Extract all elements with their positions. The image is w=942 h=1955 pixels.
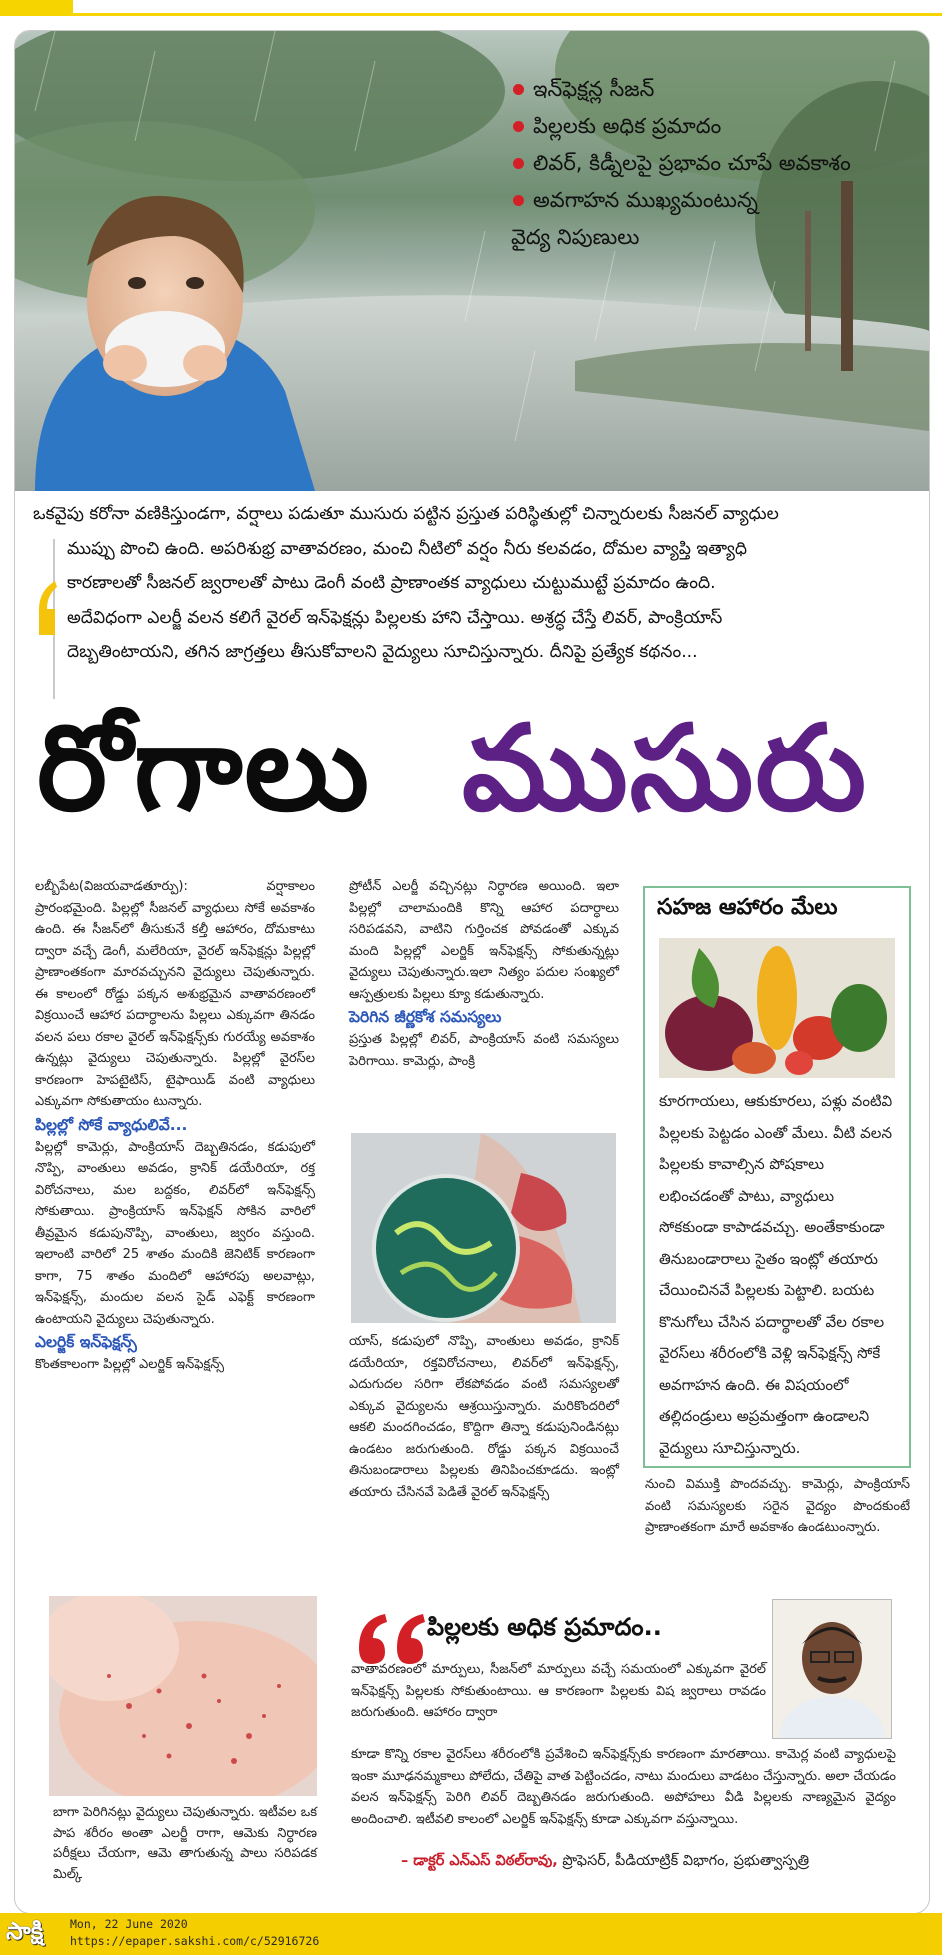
red-bullet-icon xyxy=(513,121,524,132)
top-bar xyxy=(0,0,942,16)
column-1-continued xyxy=(53,1803,317,1885)
highlight-item: లివర్, కిడ్నీలపై ప్రభావం చూపే అవకాశం xyxy=(511,145,911,182)
digestive-system-illustration xyxy=(351,1133,616,1323)
highlights-list xyxy=(511,71,911,256)
paragraph: ప్రస్తుత పిల్లల్లో లివర్, పాంక్రియాస్ వంటి సమస్యలు పెరిగాయి. కామెర్లు, పాంక్రి xyxy=(349,1032,619,1069)
edition-date: Mon, 22 June 2020 xyxy=(70,1917,188,1931)
red-bullet-icon xyxy=(513,195,524,206)
paragraph: కొంతకాలంగా పిల్లల్లో ఎలర్జిక్ ఇన్‌ఫెక్షన్స్ xyxy=(35,1357,225,1372)
intro-line: ముప్పు పొంచి ఉంది. అపరిశుభ్ర వాతావరణం, మంచి నీటిలో వర్షం నీరు కలవడం, దోమల వ్యాప్తి ఇత్యాధి xyxy=(67,538,748,559)
highlight-item: ఇన్‌ఫెక్షన్ల సీజన్ xyxy=(511,71,911,108)
highlight-item: పిల్లలకు అధిక ప్రమాదం xyxy=(511,108,911,145)
sidebar-box xyxy=(643,886,911,1468)
quote-title: పిల్లలకు అధిక ప్రమాదం.. xyxy=(427,1613,662,1641)
intro-line: అదేవిధంగా ఎలర్జీ వలన కలిగే వైరల్ ఇన్‌ఫెక్షన్లు పిల్లలకు హాని చేస్తాయి. అశ్రద్ధ చేస్తే లివర్, పాంక్రియాస్ xyxy=(67,607,723,628)
red-bullet-icon xyxy=(513,84,524,95)
highlight-item: అవగాహన ముఖ్యమంటున్న xyxy=(511,182,911,219)
intro-line: దెబ్బతింటాయని, తగిన జాగ్రత్తలు తీసుకోవాలని వైద్యులు సూచిస్తున్నారు. దీనిపై ప్రత్యేక కథనం... xyxy=(67,642,698,663)
hero-image xyxy=(15,31,929,491)
article-page xyxy=(14,30,930,1914)
paragraph: నుంచి విముక్తి పొందవచ్చు. కామెర్లు, పాంక్రియాస్ వంటి సమస్యలకు సరైన వైద్యం పొందకుంటే ప్రాణాంతకంగా మారే అవకాశం ఉండటుంన్నారు. xyxy=(645,1477,910,1535)
quote-text: వాతావరణంలో మార్పులు, సీజన్‌లో మార్పులు వచ్చే సమయంలో ఎక్కువగా వైరల్ ఇన్‌ఫెక్షన్స్ పిల్లలకు సోకుతుంటాయి. ఆ కారణంగా పిల్లలకు విష జ్వరాలు రావడం జరుగుతుంది. ఆహారం ద్వారా xyxy=(351,1662,766,1720)
vegetables-photo xyxy=(659,938,895,1078)
intro-line: కారణాలతో సీజనల్ జ్వరాలతో పాటు డెంగీ వంటి ప్రాణాంతక వ్యాధులు చుట్టుముట్టే ప్రమాదం ఉంది. xyxy=(67,573,716,594)
intro-text xyxy=(33,497,913,670)
doctor-photo xyxy=(772,1599,892,1739)
paragraph: పిల్లల్లో కామెర్లు, పాంక్రియాస్ దెబ్బతినడం, కడుపులో నొప్పి, వాంతులు అవడం, క్రానిక్ డయేరియా, రక్త విరోచనాలు, మల బద్దకం, లివర్‌లో ఇన్‌ఫెక్షన్స్ సోకుతాయి. ప్రాంక్రియాస్ ఇన్‌ఫెక్షన్ సోకిన వారిలో తీవ్రమైన కడుపునొప్పి, వాంతులు, జ్వరం వస్తుంది. ఇలాంటి వారిలో 25 శాతం మందికి జెనిటిక్ కారణంగా కాగా, 75 శాతం మందిలో ఆహారపు అలవాట్లు, ఇన్‌ఫెక్షన్స్, మందుల వలన సైడ్ ఎఫెక్ట్ కారణంగా ఉంటాయని వైద్యులు చెపుతున్నారు. xyxy=(35,1139,315,1327)
column-3 xyxy=(645,1474,910,1539)
column-2 xyxy=(349,876,619,1072)
paragraph: బాగా పెరిగినట్లు వైద్యులు చెపుతున్నారు. ఇటీవల ఒక పాప శరీరం అంతా ఎలర్జీ రాగా, ఆమెకు నిర్ధారణ పరీక్షలు చేయగా, ఆమె తాగుతున్న పాలు సరిపడక మిల్క్ xyxy=(53,1805,317,1882)
edition-url[interactable]: https://epaper.sakshi.com/c/52916726 xyxy=(70,1934,320,1948)
quote-text-continued: కూడా కొన్ని రకాల వైరస్‌లు శరీరంలోకి ప్రవేశించి ఇన్‌ఫెక్షన్స్‌కు కారణంగా మారతాయి. కామెర్ల వంటి వ్యాధులపై ఇంకా మూఢనమ్మకాలు పోలేదు, చేతిపై వాత పెట్టించడం, నాటు మందులు వాడటం చేస్తున్నారు. అలా చేయడం వలన ఇన్‌ఫెక్షన్స్ పెరిగి లివర్ దెబ్బతినడం జరుగుతుంది. అపోహలు వీడి పిల్లలకు నాణ్యమైన వైద్యం అందించాలి. ఇటీవలి కాలంలో ఎలర్జిక్ ఇన్‌ఫెక్షన్స్ కూడా ఎక్కువగా వస్తున్నాయి. xyxy=(351,1747,896,1827)
quote-attribution xyxy=(401,1853,911,1873)
column-1 xyxy=(35,876,315,1376)
intro-line: ఒకవైపు కరోనా వణికిస్తుండగా, వర్షాలు పడుతూ ముసురు పట్టిన ప్రస్తుత పరిస్థితుల్లో చిన్నారులకు సీజనల్ వ్యాధుల xyxy=(33,504,779,524)
red-bullet-icon xyxy=(513,158,524,169)
footer-bar xyxy=(0,1913,942,1955)
headline-part-2: ముసురు xyxy=(462,699,869,837)
headline-part-1: రోగాలు xyxy=(37,699,371,837)
sakshi-logo: సాక్షి xyxy=(6,1917,44,1945)
footer-meta xyxy=(70,1916,319,1950)
subheading: పిల్లల్లో సోకే వ్యాధులివే... xyxy=(35,1115,188,1134)
headline xyxy=(37,691,917,891)
allergy-baby-photo xyxy=(49,1596,317,1796)
paragraph: ప్రోటీన్ ఎలర్జీ వచ్చినట్లు నిర్ధారణ అయింది. ఇలా పిల్లల్లో చాలామందికి కొన్ని ఆహార పదార్ధాలు సరిపడవని, వాటిని గుర్తించక పోవడంతో ఎక్కువ మంది పిల్లల్లో ఎలర్జిక్ ఇన్‌ఫెక్షన్స్ సోకుతున్నట్లు వైద్యులు చెపుతున్నారు.ఇలా నిత్యం పదుల సంఖ్యలో ఆస్పత్రులకు పిల్లలు క్యూ కడుతున్నారు. xyxy=(349,879,619,1002)
paragraph: యాస్, కడుపులో నొప్పి, వాంతులు అవడం, క్రానిక్ డయేరియా, రక్తవిరోచనాలు, లివర్‌లో ఇన్‌ఫెక్షన్స్, ఎదుగుదల సరిగా లేకపోవడం వంటి సమస్యలతో ఎక్కువ వైద్యులను ఆశ్రయిస్తున్నారు. మరికొందరిలో ఆకలి మందగించడం, కొద్దిగా తిన్నా కడుపునిండినట్లు ఉండటం జరుగుతుంది. రోడ్డు పక్కన విక్రయించే తినుబండారాలు పిల్లలకు తినిపించకూడదు. ఇంట్లో తయారు చేసినవే పెడితే వైరల్ ఇన్‌ఫెక్షన్స్ xyxy=(349,1334,619,1500)
doctor-role: ప్రొఫెసర్, పీడియాట్రిక్ విభాగం, ప్రభుత్వాస్పత్రి xyxy=(557,1853,810,1869)
doctor-name: – డాక్టర్ ఎన్ఎస్ విఠల్‌రావు, xyxy=(401,1853,558,1869)
sidebar-box-text: కూరగాయలు, ఆకుకూరలు, పళ్లు వంటివి పిల్లలకు పెట్టడం ఎంతో మేలు. వీటి వలన పిల్లలకు కావాల్సిన పోషకాలు లభించడంతో పాటు, వ్యాధులు సోకకుండా కాపాడవచ్చు. అంతేకాకుండా తినుబండారాలు సైతం ఇంట్లో తయారు చేయించినవే పిల్లలకు పెట్టాలి. బయట కొనుగోలు చేసిన పదార్థాలతో వేల రకాల వైరస్‌లు శరీరంలోకి వెళ్లి ఇన్‌ఫెక్షన్స్ సోకే అవగాహన ఉంది. ఈ విషయంలో తల్లిదండ్రులు అప్రమత్తంగా ఉండాలని వైద్యులు సూచిస్తున్నారు. xyxy=(659,1092,893,1457)
paragraph: లబ్బీపేట(విజయవాడతూర్పు): వర్షాకాలం ప్రారంభమైంది. పిల్లల్లో సీజనల్ వ్యాధులు సోకే అవకాశం ఉంది. ఈ సీజన్‌లో తీసుకునే కల్తీ ఆహారం, దోమకాటు ద్వారా వచ్చే డెంగీ, మలేరియా, వైరల్ ఇన్‌ఫెక్షన్లు పిల్లల్లో ప్రాణాంతకంగా మారవచ్చునని వైద్యులు చెపుతున్నారు. ఈ కాలంలో రోడ్డు పక్కన అశుభ్రమైన వాతావరణంలో విక్రయించే ఆహార పదార్ధాలను పిల్లలు ఎక్కువగా తినడం వలన పలు రకాల వైరల్ ఇన్‌ఫెక్షన్స్‌కు గురయ్యే అవకాశం ఉన్నట్లు వైద్యులు చెపుతున్నారు. పిల్లల్లో వైరస్‌ల కారణంగా హెపటైటిస్, టైఫాయిడ్ వంటి వ్యాధులు ఎక్కువగా సోకుతాయం టున్నారు. xyxy=(35,879,315,1109)
subheading: ఎలర్జిక్ ఇన్‌ఫెక్షన్స్ xyxy=(35,1333,137,1351)
subheading: పెరిగిన జీర్ణకోశ సమస్యలు xyxy=(349,1008,502,1026)
column-2-continued xyxy=(349,1331,619,1503)
sidebar-box-title: సహజ ఆహారం మేలు xyxy=(657,895,838,920)
highlight-item-continuation: వైద్య నిపుణులు xyxy=(511,225,640,249)
